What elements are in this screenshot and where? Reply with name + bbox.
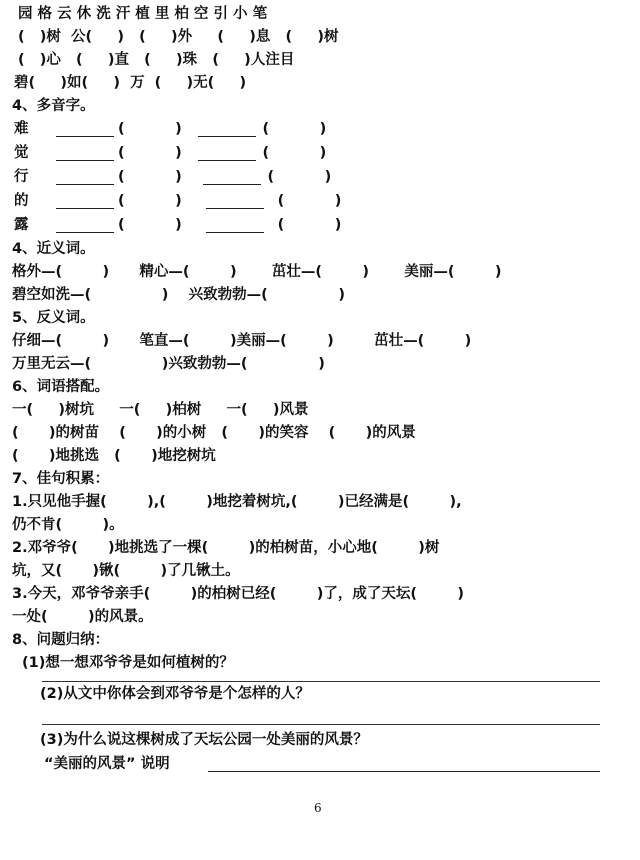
fill-line-2: ( )心 ( )直 ( )珠 ( )人注目 [18, 52, 295, 68]
answer-blank[interactable] [56, 136, 114, 137]
answer-blank[interactable] [206, 232, 264, 233]
section-heading-polyphone: 4、多音字。 [12, 98, 95, 114]
collocation-line: ( )地挑选 ( )地挖树坑 [12, 448, 216, 464]
answer-line[interactable] [42, 681, 600, 682]
polyphone-char: 的 [14, 193, 29, 209]
polyphone-char: 觉 [14, 145, 29, 161]
polyphone-char: 难 [14, 121, 29, 137]
synonym-line: 碧空如洗—( ) 兴致勃勃—( ) [12, 287, 346, 303]
polyphone-cells: ( ) ( ) [118, 169, 332, 185]
fill-line-3: 碧( )如( ) 万 ( )无( ) [14, 75, 247, 91]
polyphone-cells: ( ) ( ) [118, 193, 342, 209]
polyphone-cells: ( ) ( ) [118, 145, 327, 161]
answer-blank[interactable] [198, 136, 256, 137]
answer-line[interactable] [42, 724, 600, 725]
answer-blank[interactable] [198, 160, 256, 161]
fill-line-1: ( )树 公( ) ( )外 ( )息 ( )树 [18, 29, 339, 45]
answer-blank[interactable] [206, 208, 264, 209]
section-heading-sentences: 7、佳句积累： [12, 471, 110, 487]
sentence-line: 3.今天，邓爷爷亲手( )的柏树已经( )了，成了天坛( ) [12, 586, 465, 602]
section-heading-synonyms: 4、近义词。 [12, 241, 95, 257]
polyphone-char: 行 [14, 169, 29, 185]
sentence-line: 2.邓爷爷( )地挑选了一棵( )的柏树苗，小心地( )树 [12, 540, 440, 556]
sentence-line: 1.只见他手握( ),( )地挖着树坑,( )已经满是( ), [12, 494, 462, 510]
collocation-line: ( )的树苗 ( )的小树 ( )的笑容 ( )的风景 [12, 425, 416, 441]
antonym-line: 万里无云—( )兴致勃勃—( ) [12, 356, 325, 372]
answer-blank[interactable] [56, 184, 114, 185]
page-number: 6 [314, 801, 322, 815]
polyphone-char: 露 [14, 217, 29, 233]
question-1: (1)想一想邓爷爷是如何植树的？ [22, 655, 234, 671]
polyphone-cells: ( ) ( ) [118, 217, 342, 233]
answer-blank[interactable] [203, 184, 261, 185]
sentence-line: 一处( )的风景。 [12, 609, 153, 625]
sentence-line: 坑，又( )锹( )了几锹土。 [12, 563, 240, 579]
antonym-line: 仔细—( ) 笔直—( )美丽—( ) 茁壮—( ) [12, 333, 472, 349]
polyphone-cells: ( ) ( ) [118, 121, 327, 137]
answer-blank[interactable] [56, 208, 114, 209]
section-heading-collocation: 6、词语搭配。 [12, 379, 110, 395]
char-list: 园 格 云 休 洗 汗 植 里 柏 空 引 小 笔 [18, 6, 268, 22]
answer-blank[interactable] [56, 160, 114, 161]
question-3-label: “美丽的风景” 说明 [44, 756, 170, 772]
answer-line[interactable] [208, 771, 600, 772]
section-heading-questions: 8、问题归纳： [12, 632, 110, 648]
synonym-line: 格外—( ) 精心—( ) 茁壮—( ) 美丽—( ) [12, 264, 502, 280]
answer-blank[interactable] [56, 232, 114, 233]
section-heading-antonyms: 5、反义词。 [12, 310, 95, 326]
sentence-line: 仍不肯( )。 [12, 517, 124, 533]
question-2: (2)从文中你体会到邓爷爷是个怎样的人？ [40, 686, 310, 702]
collocation-line: 一( )树坑 一( )柏树 一( )风景 [12, 402, 309, 418]
question-3: (3)为什么说这棵树成了天坛公园一处美丽的风景？ [40, 732, 368, 748]
